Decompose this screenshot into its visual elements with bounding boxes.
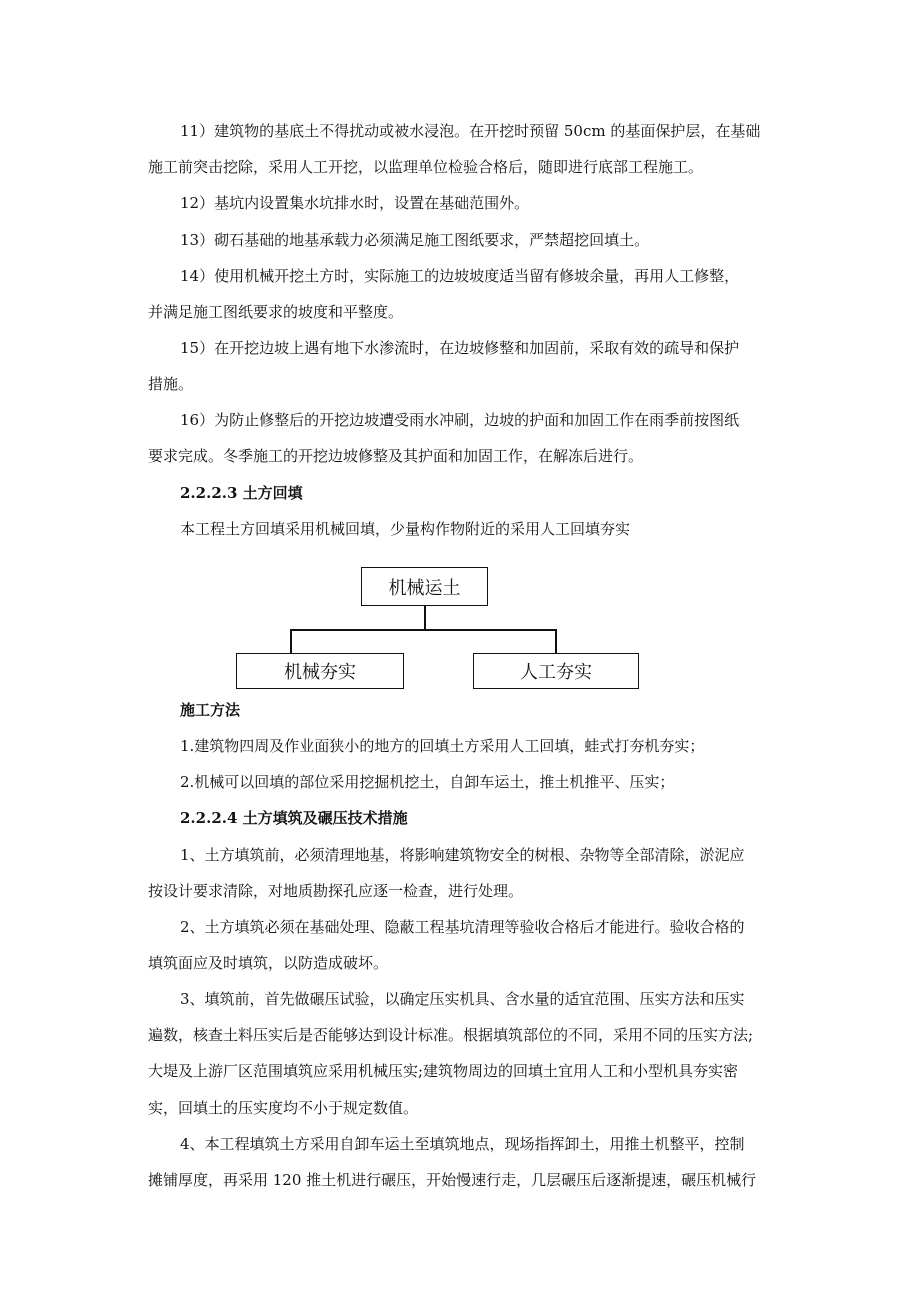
section-2224-p2-line-2: 填筑面应及时填筑，以防造成破坏。 (148, 954, 389, 972)
section-2224-p4-line-2: 摊铺厚度，再采用 120 推土机进行碾压，开始慢速行走，几层碾压后逐渐提速，碾压机械行 (148, 1171, 757, 1189)
section-2224-p3-line-3: 大堤及上游厂区范围填筑应采用机械压实;建筑物周边的回填土宜用人工和小型机具夯实密 (148, 1062, 739, 1080)
flowchart-right-box: 人工夯实 (473, 653, 639, 689)
item-16-line-1: 16）为防止修整后的开挖边坡遭受雨水冲刷，边坡的护面和加固工作在雨季前按图纸 (180, 411, 740, 429)
flowchart-connector-horizontal (290, 629, 556, 631)
item-11-line-1: 11）建筑物的基底土不得扰动或被水浸泡。在开挖时预留 50cm 的基面保护层，在基础 (180, 122, 761, 140)
item-11-line-2: 施工前突击挖除，采用人工开挖，以监理单位检验合格后，随即进行底部工程施工。 (148, 158, 704, 176)
section-2224-heading: 2.2.2.4 土方填筑及碾压技术措施 (180, 809, 408, 827)
flowchart-top-box: 机械运土 (361, 567, 488, 606)
item-13: 13）砌石基础的地基承载力必须满足施工图纸要求，严禁超挖回填土。 (180, 231, 650, 249)
section-2224-p2-line-1: 2、土方填筑必须在基础处理、隐蔽工程基坑清理等验收合格后才能进行。验收合格的 (180, 918, 745, 936)
item-14-line-1: 14）使用机械开挖土方时，实际施工的边坡坡度适当留有修坡余量，再用人工修整， (180, 267, 740, 285)
item-14-line-2: 并满足施工图纸要求的坡度和平整度。 (148, 303, 404, 321)
section-2224-p3-line-2: 遍数，核查土料压实后是否能够达到设计标准。根据填筑部位的不同，采用不同的压实方法; (148, 1026, 754, 1044)
flowchart-connector-left (290, 629, 292, 654)
section-2224-p4-line-1: 4、本工程填筑土方采用自卸车运土至填筑地点，现场指挥卸土，用推土机整平，控制 (180, 1135, 745, 1153)
section-2224-p3-line-1: 3、填筑前，首先做碾压试验，以确定压实机具、含水量的适宜范围、压实方法和压实 (180, 990, 745, 1008)
flowchart-left-box: 机械夯实 (236, 653, 404, 689)
method-item-1: 1.建筑物四周及作业面狭小的地方的回填土方采用人工回填，蛙式打夯机夯实； (180, 737, 705, 755)
item-15-line-1: 15）在开挖边坡上遇有地下水渗流时，在边坡修整和加固前，采取有效的疏导和保护 (180, 339, 740, 357)
method-heading: 施工方法 (180, 701, 241, 719)
section-2223-intro: 本工程土方回填采用机械回填，少量构作物附近的采用人工回填夯实 (180, 520, 631, 538)
item-15-line-2: 措施。 (148, 375, 194, 393)
section-2224-p1-line-1: 1、土方填筑前，必须清理地基，将影响建筑物安全的树根、杂物等全部清除，淤泥应 (180, 846, 745, 864)
flowchart-connector-vertical (424, 606, 426, 630)
item-16-line-2: 要求完成。冬季施工的开挖边坡修整及其护面和加固工作，在解冻后进行。 (148, 447, 644, 465)
item-12: 12）基坑内设置集水坑排水时，设置在基础范围外。 (180, 194, 530, 212)
section-2224-p3-line-4: 实，回填土的压实度均不小于规定数值。 (148, 1099, 419, 1117)
section-2223-heading: 2.2.2.3 土方回填 (180, 484, 303, 502)
flowchart-connector-right (555, 629, 557, 654)
method-item-2: 2.机械可以回填的部位采用挖掘机挖土，自卸车运土，推土机推平、压实； (180, 773, 675, 791)
section-2224-p1-line-2: 按设计要求清除，对地质勘探孔应逐一检查，进行处理。 (148, 882, 524, 900)
